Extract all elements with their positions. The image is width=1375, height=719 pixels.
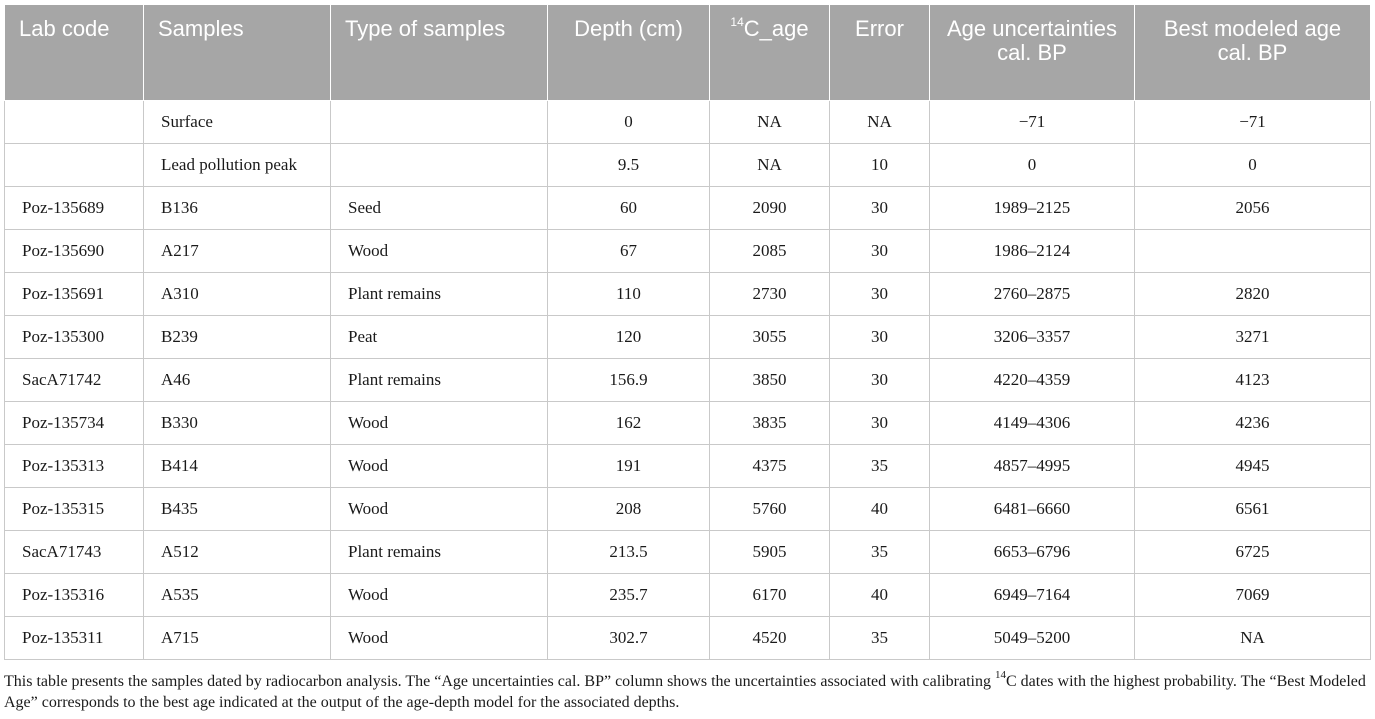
cell-error: 35 [830, 617, 930, 660]
cell-c14-age: 3850 [710, 359, 830, 402]
cell-age-uncertainties: 6481–6660 [930, 488, 1135, 531]
cell-best-modeled-age: 3271 [1135, 316, 1371, 359]
cell-best-modeled-age: 2056 [1135, 187, 1371, 230]
cell-c14-age: 5760 [710, 488, 830, 531]
cell-type-of-samples: Wood [331, 574, 548, 617]
cell-c14-age: 2730 [710, 273, 830, 316]
cell-samples: Surface [144, 101, 331, 144]
cell-c14-age: 4375 [710, 445, 830, 488]
table-row [5, 273, 1371, 316]
cell-samples: A715 [144, 617, 331, 660]
cell-error: 35 [830, 531, 930, 574]
cell-lab-code: Poz-135311 [5, 617, 144, 660]
cell-type-of-samples: Wood [331, 445, 548, 488]
cell-best-modeled-age: 4945 [1135, 445, 1371, 488]
cell-c14-age: 2090 [710, 187, 830, 230]
cell-lab-code: SacA71743 [5, 531, 144, 574]
cell-type-of-samples: Wood [331, 617, 548, 660]
header-lab-code: Lab code [5, 5, 144, 101]
cell-c14-age: 4520 [710, 617, 830, 660]
cell-best-modeled-age: 4123 [1135, 359, 1371, 402]
footnote-text-part1: This table presents the samples dated by radiocarbon analysis. The “Age uncertainties cal. BP” column shows the uncertainties associated with calibrating [4, 673, 995, 690]
cell-samples: A512 [144, 531, 331, 574]
cell-samples: A217 [144, 230, 331, 273]
cell-type-of-samples [331, 144, 548, 187]
header-depth: Depth (cm) [548, 5, 710, 101]
table-row [5, 531, 1371, 574]
cell-best-modeled-age: 4236 [1135, 402, 1371, 445]
cell-samples: A535 [144, 574, 331, 617]
cell-depth: 302.7 [548, 617, 710, 660]
cell-age-uncertainties: 6949–7164 [930, 574, 1135, 617]
cell-error: 30 [830, 187, 930, 230]
cell-samples: B330 [144, 402, 331, 445]
table-body [5, 101, 1371, 660]
cell-age-uncertainties: 4857–4995 [930, 445, 1135, 488]
table-row [5, 445, 1371, 488]
cell-c14-age: NA [710, 101, 830, 144]
cell-type-of-samples: Plant remains [331, 273, 548, 316]
table-row [5, 230, 1371, 273]
cell-samples: A46 [144, 359, 331, 402]
table-row [5, 488, 1371, 531]
cell-age-uncertainties: 0 [930, 144, 1135, 187]
cell-best-modeled-age: −71 [1135, 101, 1371, 144]
cell-samples: B435 [144, 488, 331, 531]
cell-depth: 162 [548, 402, 710, 445]
cell-lab-code: Poz-135300 [5, 316, 144, 359]
table-row [5, 359, 1371, 402]
cell-lab-code: Poz-135316 [5, 574, 144, 617]
header-age-uncertainties: Age uncertainties cal. BP [930, 5, 1135, 101]
cell-lab-code: Poz-135313 [5, 445, 144, 488]
cell-age-uncertainties: 3206–3357 [930, 316, 1135, 359]
cell-type-of-samples: Wood [331, 230, 548, 273]
cell-depth: 0 [548, 101, 710, 144]
cell-error: 40 [830, 574, 930, 617]
cell-samples: B239 [144, 316, 331, 359]
radiocarbon-dates-table [4, 4, 1371, 660]
cell-depth: 120 [548, 316, 710, 359]
footnote-superscript: 14 [994, 668, 1006, 681]
table-row [5, 187, 1371, 230]
header-type-of-samples: Type of samples [331, 5, 548, 101]
cell-depth: 208 [548, 488, 710, 531]
header-samples: Samples [144, 5, 331, 101]
header-c14-age [710, 5, 830, 101]
table-row [5, 402, 1371, 445]
cell-error: 30 [830, 273, 930, 316]
cell-best-modeled-age: 7069 [1135, 574, 1371, 617]
table-row [5, 101, 1371, 144]
radiocarbon-table-container [4, 4, 1370, 660]
cell-error: 35 [830, 445, 930, 488]
header-best-modeled-age: Best modeled age cal. BP [1135, 5, 1371, 101]
cell-depth: 213.5 [548, 531, 710, 574]
cell-c14-age: 3055 [710, 316, 830, 359]
cell-samples: B136 [144, 187, 331, 230]
header-c14-label: C_age [743, 16, 809, 41]
cell-depth: 9.5 [548, 144, 710, 187]
cell-depth: 67 [548, 230, 710, 273]
cell-error: 30 [830, 359, 930, 402]
table-row [5, 316, 1371, 359]
cell-error: 30 [830, 402, 930, 445]
cell-lab-code: SacA71742 [5, 359, 144, 402]
cell-c14-age: 5905 [710, 531, 830, 574]
footnote-text-part2: C dates with the highest probability. The “Best Modeled Age” corresponds to the best age indicated at the output of the age-depth model for the associated depths. [4, 673, 1366, 711]
cell-lab-code: Poz-135691 [5, 273, 144, 316]
cell-depth: 156.9 [548, 359, 710, 402]
cell-age-uncertainties: 2760–2875 [930, 273, 1135, 316]
cell-age-uncertainties: 4220–4359 [930, 359, 1135, 402]
cell-lab-code [5, 144, 144, 187]
cell-lab-code [5, 101, 144, 144]
cell-c14-age: 6170 [710, 574, 830, 617]
cell-c14-age: NA [710, 144, 830, 187]
cell-best-modeled-age: 2820 [1135, 273, 1371, 316]
header-error: Error [830, 5, 930, 101]
cell-type-of-samples: Seed [331, 187, 548, 230]
cell-age-uncertainties: 1986–2124 [930, 230, 1135, 273]
cell-best-modeled-age: 0 [1135, 144, 1371, 187]
cell-error: NA [830, 101, 930, 144]
cell-lab-code: Poz-135315 [5, 488, 144, 531]
cell-best-modeled-age: 6725 [1135, 531, 1371, 574]
cell-age-uncertainties: 6653–6796 [930, 531, 1135, 574]
cell-type-of-samples: Peat [331, 316, 548, 359]
cell-depth: 110 [548, 273, 710, 316]
cell-best-modeled-age: NA [1135, 617, 1371, 660]
cell-best-modeled-age: 6561 [1135, 488, 1371, 531]
cell-error: 30 [830, 230, 930, 273]
header-c14-superscript: 14 [730, 14, 744, 29]
cell-lab-code: Poz-135690 [5, 230, 144, 273]
cell-age-uncertainties: −71 [930, 101, 1135, 144]
cell-depth: 60 [548, 187, 710, 230]
table-row [5, 144, 1371, 187]
table-footnote [4, 668, 1372, 713]
cell-type-of-samples: Plant remains [331, 359, 548, 402]
cell-lab-code: Poz-135734 [5, 402, 144, 445]
cell-error: 10 [830, 144, 930, 187]
table-row [5, 617, 1371, 660]
cell-type-of-samples: Wood [331, 402, 548, 445]
table-row [5, 574, 1371, 617]
cell-depth: 191 [548, 445, 710, 488]
cell-samples: B414 [144, 445, 331, 488]
cell-age-uncertainties: 4149–4306 [930, 402, 1135, 445]
cell-age-uncertainties: 5049–5200 [930, 617, 1135, 660]
cell-best-modeled-age [1135, 230, 1371, 273]
cell-c14-age: 2085 [710, 230, 830, 273]
cell-type-of-samples: Plant remains [331, 531, 548, 574]
cell-c14-age: 3835 [710, 402, 830, 445]
cell-samples: A310 [144, 273, 331, 316]
cell-age-uncertainties: 1989–2125 [930, 187, 1135, 230]
cell-type-of-samples: Wood [331, 488, 548, 531]
cell-type-of-samples [331, 101, 548, 144]
cell-depth: 235.7 [548, 574, 710, 617]
cell-error: 30 [830, 316, 930, 359]
cell-error: 40 [830, 488, 930, 531]
cell-lab-code: Poz-135689 [5, 187, 144, 230]
cell-samples: Lead pollution peak [144, 144, 331, 187]
header-row [5, 5, 1371, 101]
